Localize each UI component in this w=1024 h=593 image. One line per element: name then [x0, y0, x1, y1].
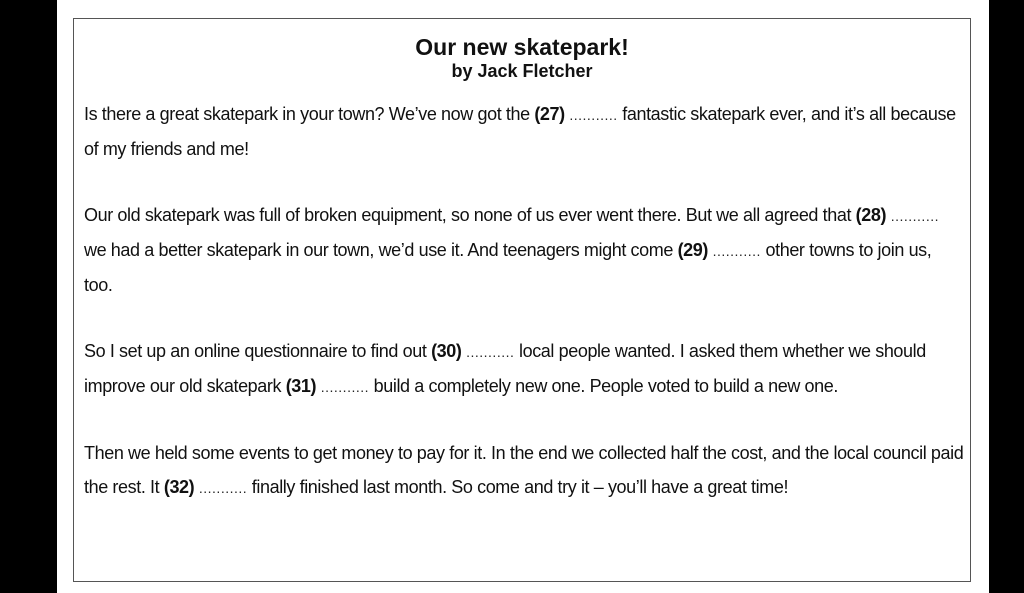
gap-number-29: (29): [677, 240, 708, 260]
paragraph-text: we had a better skatepark in our town, we’d use it. And teenagers might come: [84, 240, 678, 260]
paragraph-text: Our old skatepark was full of broken equipment, so none of us ever went there. But we all agreed that: [84, 205, 856, 225]
gap-27-blank[interactable]: ...........: [569, 107, 618, 123]
gap-number-30: (30): [431, 341, 462, 361]
gap-number-31: (31): [285, 376, 317, 396]
article-byline: by Jack Fletcher: [451, 61, 593, 81]
paragraph-text: fantastic skatepark ever, and it’s all because of my friends and me!: [84, 104, 956, 159]
paragraph-1: [84, 97, 964, 166]
paragraph-text: other towns to join us, too.: [84, 240, 932, 295]
gap-31-blank[interactable]: ...........: [320, 379, 370, 395]
gap-number-32: (32): [163, 477, 195, 497]
paragraph-text: build a completely new one. People voted to build a new one.: [369, 376, 838, 396]
worksheet-page: [57, 0, 989, 593]
article-frame: [73, 18, 971, 582]
gap-29-blank[interactable]: ...........: [712, 243, 761, 259]
paragraph-text: local people wanted. I asked them whether we should improve our old skatepark: [84, 341, 926, 396]
gap-number-27: (27): [534, 104, 565, 124]
paragraph-text: Is there a great skatepark in your town? We’ve now got the: [84, 104, 535, 124]
paragraph-2: [84, 198, 964, 302]
paragraph-4: [84, 436, 964, 505]
gap-28-blank[interactable]: ...........: [890, 208, 939, 224]
paragraph-text: Then we held some events to get money to pay for it. In the end we collected half the cost, and the local council paid the rest. It: [84, 443, 964, 497]
gap-30-blank[interactable]: ...........: [466, 344, 515, 360]
article-body: [74, 97, 970, 505]
article-title: Our new skatepark!: [415, 34, 629, 60]
gap-32-blank[interactable]: ...........: [198, 480, 248, 496]
paragraph-text: finally finished last month. So come and try it – you’ll have a great time!: [247, 477, 789, 497]
gap-number-28: (28): [855, 205, 887, 225]
paragraph-3: [84, 334, 964, 404]
paragraph-text: So I set up an online questionnaire to find out: [84, 341, 432, 361]
